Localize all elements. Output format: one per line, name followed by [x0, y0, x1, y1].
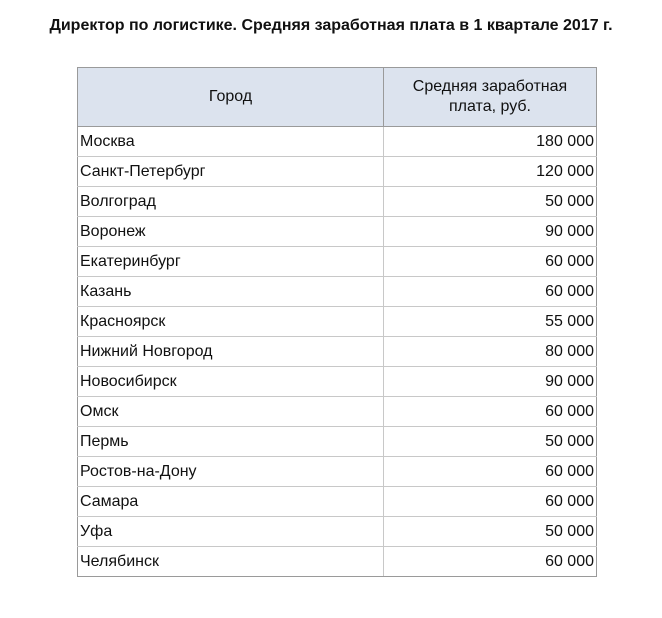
city-cell: Уфа [78, 517, 384, 547]
city-cell: Пермь [78, 427, 384, 457]
salary-cell: 180 000 [384, 127, 597, 157]
salary-cell: 60 000 [384, 457, 597, 487]
header-row [78, 68, 597, 127]
table-row [78, 517, 597, 547]
city-cell: Воронеж [78, 217, 384, 247]
table-row [78, 157, 597, 187]
salary-cell: 120 000 [384, 157, 597, 187]
header-city: Город [78, 68, 384, 127]
city-cell: Челябинск [78, 547, 384, 577]
salary-cell: 90 000 [384, 367, 597, 397]
table-row [78, 217, 597, 247]
table-body [78, 127, 597, 577]
city-cell: Красноярск [78, 307, 384, 337]
table-row [78, 457, 597, 487]
salary-cell: 90 000 [384, 217, 597, 247]
city-cell: Волгоград [78, 187, 384, 217]
city-cell: Новосибирск [78, 367, 384, 397]
city-cell: Ростов-на-Дону [78, 457, 384, 487]
salary-table [77, 67, 597, 577]
table-row [78, 487, 597, 517]
salary-cell: 80 000 [384, 337, 597, 367]
city-cell: Омск [78, 397, 384, 427]
city-cell: Екатеринбург [78, 247, 384, 277]
table-header [78, 68, 597, 127]
salary-cell: 60 000 [384, 277, 597, 307]
salary-cell: 50 000 [384, 187, 597, 217]
table-row [78, 247, 597, 277]
table-row [78, 127, 597, 157]
table-row [78, 367, 597, 397]
salary-cell: 60 000 [384, 547, 597, 577]
city-cell: Москва [78, 127, 384, 157]
table-row [78, 277, 597, 307]
table-row [78, 187, 597, 217]
salary-cell: 50 000 [384, 517, 597, 547]
salary-cell: 60 000 [384, 397, 597, 427]
city-cell: Санкт-Петербург [78, 157, 384, 187]
table-row [78, 337, 597, 367]
city-cell: Казань [78, 277, 384, 307]
page-title: Директор по логистике. Средняя заработная плата в 1 квартале 2017 г. [49, 17, 613, 34]
city-cell: Самара [78, 487, 384, 517]
table-row [78, 307, 597, 337]
table-row [78, 547, 597, 577]
salary-cell: 60 000 [384, 247, 597, 277]
table-row [78, 397, 597, 427]
table-row [78, 427, 597, 457]
header-salary: Средняя заработная плата, руб. [384, 68, 597, 127]
salary-cell: 55 000 [384, 307, 597, 337]
city-cell: Нижний Новгород [78, 337, 384, 367]
salary-cell: 60 000 [384, 487, 597, 517]
salary-cell: 50 000 [384, 427, 597, 457]
